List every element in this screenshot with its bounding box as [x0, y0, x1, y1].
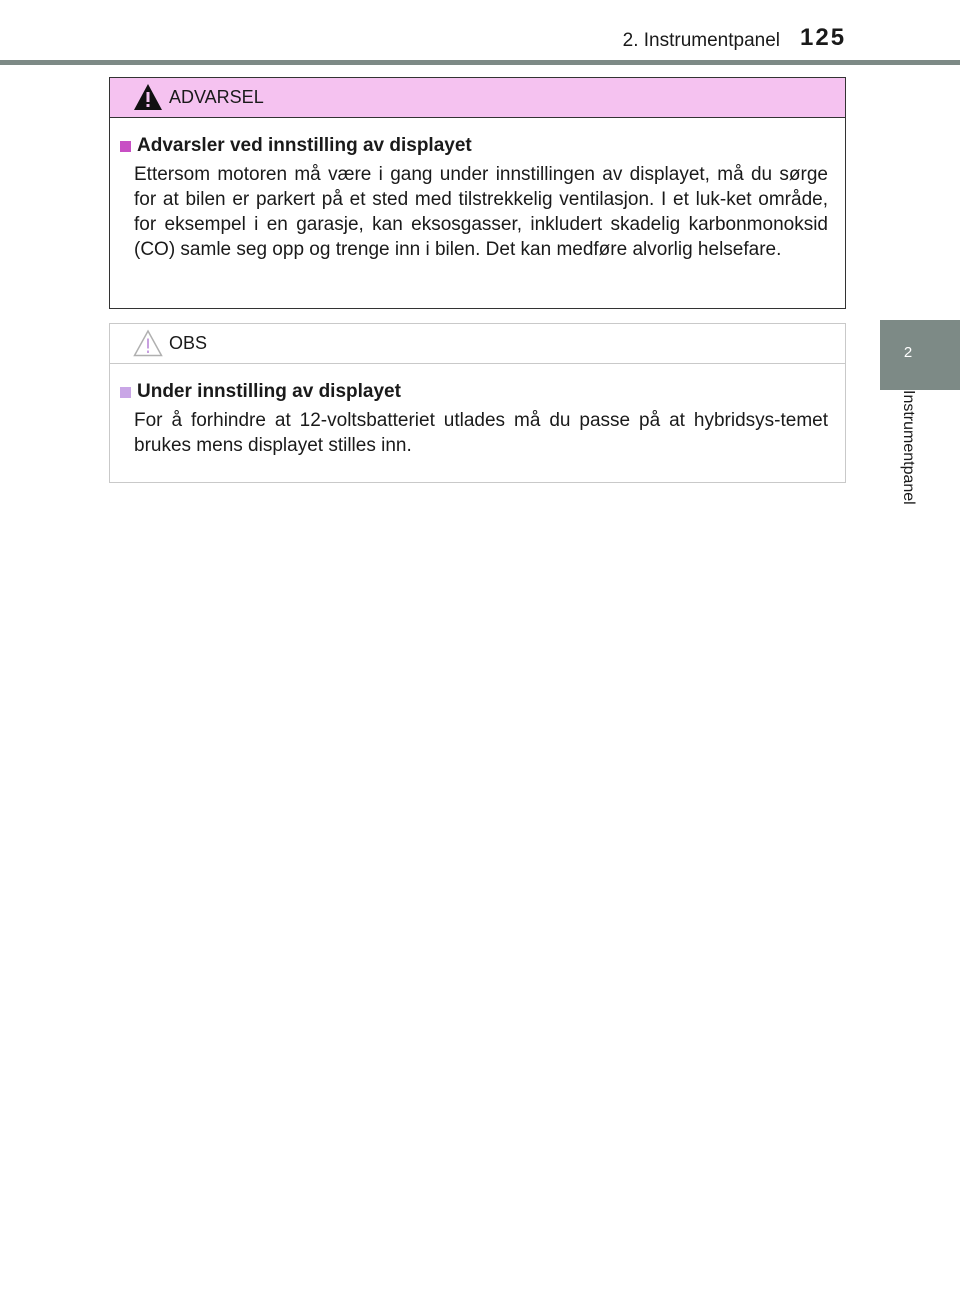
- notice-heading: [120, 380, 828, 404]
- chapter-tab: [880, 320, 960, 390]
- section-title: 2. Instrumentpanel: [622, 30, 780, 51]
- notice-box: [109, 323, 846, 483]
- notice-heading-text: Under innstilling av displayet: [137, 381, 401, 402]
- warning-box-header: [110, 78, 845, 118]
- warning-title: ADVARSEL: [169, 87, 264, 107]
- notice-text: For å forhindre at 12-voltsbatteriet utlades må du passe på at hybridsys-temet brukes mens displayet stilles inn.: [134, 410, 828, 456]
- warning-heading: [120, 134, 828, 158]
- warning-triangle-outline-icon: [133, 329, 163, 357]
- header-rule: [0, 60, 960, 65]
- notice-box-body: [110, 364, 845, 458]
- warning-triangle-filled-icon: [133, 83, 163, 111]
- warning-text: Ettersom motoren må være i gang under innstillingen av displayet, må du sørge for at bilen er parkert på et sted med tilstrekkelig ventilasjon. I et luk-ket område, for eksempel i en garasje, kan eksosgasser, inkludert skadelig karbonmonoksid (CO) samle seg opp og trenge inn i bilen. Det kan medføre alvorlig helsefare.: [134, 164, 828, 260]
- chapter-label-wrap: [880, 390, 936, 570]
- page-header: [0, 0, 960, 62]
- square-bullet-icon: [120, 141, 131, 152]
- notice-box-header: [110, 324, 845, 364]
- notice-title: OBS: [169, 333, 208, 353]
- chapter-number: 2: [903, 344, 913, 361]
- warning-box-body: [110, 118, 845, 262]
- page-number: 125: [800, 24, 847, 51]
- square-bullet-icon: [120, 387, 131, 398]
- chapter-label: Instrumentpanel: [900, 390, 917, 505]
- warning-box: [109, 77, 846, 309]
- warning-heading-text: Advarsler ved innstilling av displayet: [137, 135, 472, 156]
